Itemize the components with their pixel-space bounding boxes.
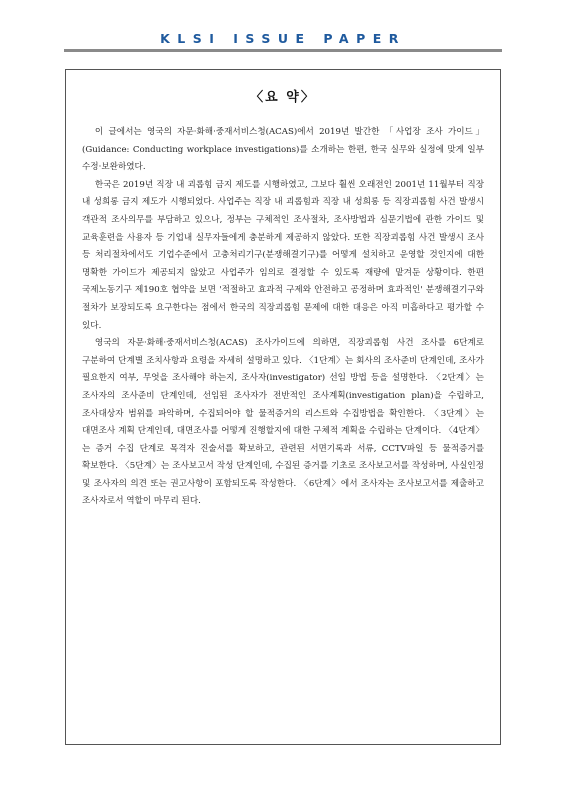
- summary-paragraph-3: 영국의 자문·화해·중재서비스청(ACAS) 조사가이드에 의하면, 직장괴롭힘 사건 조사를 6단계로 구분하여 단계별 조치사항과 요령을 자세히 설명하고 있다. 〈1단계〉는 회사의 조사준비 단계인데, 조사가 필요한지 여부, 무엇을 조사해야 하는지, 조사자(investigator) 선임 방법 등을 설명한다. 〈2단계〉는 조사자의 조사준비 단계인데, 선임된 조사자가 전반적인 조사계획(investigation plan)을 수립하고, 조사대상자 범위를 파악하며, 수집되어야 할 물적증거의 리스트와 수집방법을 확인한다. 〈3단계〉는 대면조사 계획 단계인데, 대면조사를 어떻게 진행할지에 대한 구체적 계획을 수립하는 단계이다. 〈4단계〉는 증거 수집 단계로 목격자 진술서를 확보하고, 관련된 서면기록과 서류, CCTV파일 등 물적증거를 확보한다. 〈5단계〉는 조사보고서 작성 단계인데, 수집된 증거를 기초로 조사보고서를 작성하며, 사실인정 및 조사자의 의견 또는 권고사항이 포함되도록 작성한다. 〈6단계〉에서 조사자는 조사보고서를 제출하고 조사자로서 역할이 마무리 된다.: [82, 338, 484, 507]
- page-header: [64, 22, 502, 52]
- summary-paragraph-1: 이 글에서는 영국의 자문·화해·중재서비스청(ACAS)에서 2019년 발간한 「사업장 조사 가이드」(Guidance: Conducting workplace investigations)를 소개하는 한편, 한국 실무와 실정에 맞게 일부 수정·보완하였다.: [82, 127, 484, 173]
- header-title: KLSI ISSUE PAPER: [160, 31, 406, 46]
- summary-paragraph-2: 한국은 2019년 직장 내 괴롭힘 금지 제도를 시행하였고, 그보다 훨씬 오래전인 2001년 11월부터 직장 내 성희롱 금지 제도가 시행되었다. 사업주는 직장 내 괴롭힘과 직장 내 성희롱 등 직장괴롭힘 사건 발생시 객관적 조사의무를 부담하고 있으나, 정부는 구체적인 조사절차, 조사방법과 심문기법에 관한 가이드 및 교육훈련을 사용자 등 기업내 실무자들에게 충분하게 제공하지 않았다. 또한 직장괴롭힘 사건 발생시 조사 등 처리절차에서도 기업수준에서 고충처리기구(분쟁해결기구)를 어떻게 설치하고 운영할 것인지에 대한 명확한 가이드가 제공되지 않았고 사업주가 임의로 결정할 수 있도록 재량에 맡겨둔 상황이다. 한편 국제노동기구 제190호 협약을 보면 '적절하고 효과적 구제와 안전하고 공정하며 효과적인' 분쟁해결기구와 절차가 보장되도록 요구한다는 점에서 한국의 직장괴롭힘 문제에 대한 대응은 아직 미흡하다고 평가할 수 있다.: [82, 179, 484, 331]
- header-rule: [64, 49, 502, 52]
- summary-body: [82, 124, 484, 511]
- summary-title: 〈요 약〉: [250, 90, 316, 105]
- summary-box: [65, 69, 501, 745]
